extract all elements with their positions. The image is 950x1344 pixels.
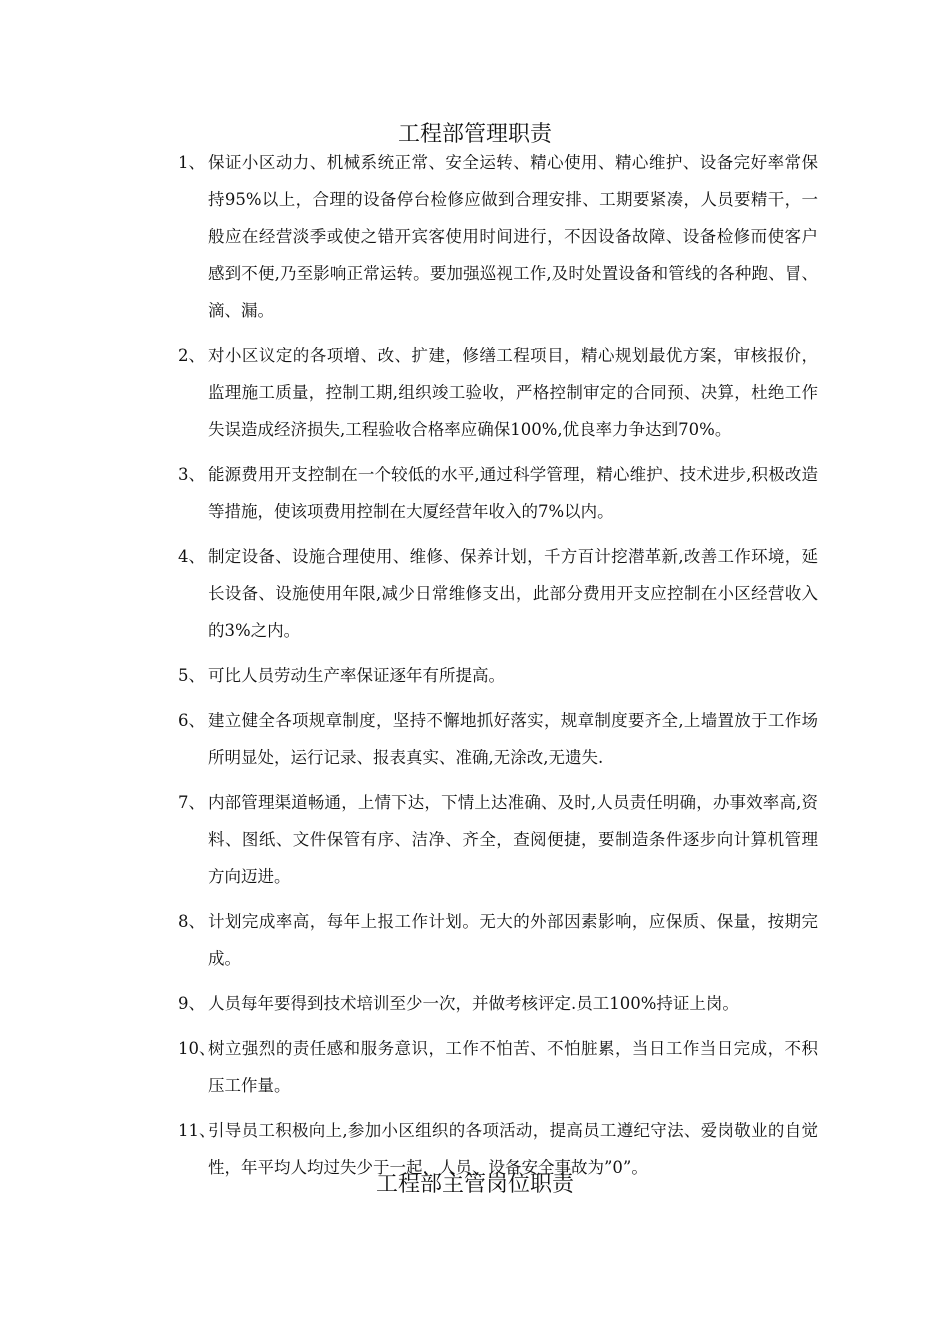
item-text: 引导员工积极向上,参加小区组织的各项活动，提高员工遵纪守法、爱岗敬业的自觉性，年平均人均过失少于一起，人员、设备安全事故为”0”。 — [208, 1121, 818, 1177]
list-item — [178, 337, 818, 448]
item-text: 能源费用开支控制在一个较低的水平,通过科学管理，精心维护、技术进步,积极改造等措施，使该项费用控制在大厦经营年收入的7%以内。 — [208, 465, 818, 521]
item-text: 可比人员劳动生产率保证逐年有所提高。 — [208, 666, 505, 685]
document-title: 工程部管理职责 — [397, 122, 552, 147]
item-text: 保证小区动力、机械系统正常、安全运转、精心使用、精心维护、设备完好率常保持95%以上，合理的设备停台检修应做到合理安排、工期要紧凑，人员要精干，一般应在经营淡季或使之错开宾客使用时间进行，不因设备故障、设备检修而使客户感到不便,乃至影响正常运转。要加强巡视工作,及时处置设备和管线的各种跑、冒、滴、漏。 — [208, 153, 818, 320]
item-text: 内部管理渠道畅通，上情下达，下情上达准确、及时,人员责任明确，办事效率高,资料、图纸、文件保管有序、洁净、齐全，查阅便捷，要制造条件逐步向计算机管理方向迈进。 — [208, 793, 818, 886]
item-number: 1、 — [178, 153, 205, 172]
item-number: 8、 — [178, 912, 205, 931]
item-text: 计划完成率高，每年上报工作计划。无大的外部因素影响，应保质、保量，按期完成。 — [208, 912, 818, 968]
list-item — [178, 538, 818, 649]
list-item — [178, 985, 818, 1022]
item-number: 7、 — [178, 793, 205, 812]
item-number: 10、 — [178, 1039, 216, 1058]
item-text: 建立健全各项规章制度，坚持不懈地抓好落实，规章制度要齐全,上墙置放于工作场所明显处，运行记录、报表真实、准确,无涂改,无遗失. — [208, 711, 818, 767]
duty-list — [178, 144, 818, 1194]
item-number: 6、 — [178, 711, 205, 730]
list-item — [178, 657, 818, 694]
item-number: 3、 — [178, 465, 205, 484]
list-item — [178, 456, 818, 530]
item-number: 9、 — [178, 994, 205, 1013]
item-text: 对小区议定的各项增、改、扩建，修缮工程项目，精心规划最优方案，审核报价，监理施工质量，控制工期,组织竣工验收，严格控制审定的合同预、决算，杜绝工作失误造成经济损失,工程验收合格率应确保100%,优良率力争达到70%。 — [208, 346, 818, 439]
item-text: 制定设备、设施合理使用、维修、保养计划，千方百计挖潜革新,改善工作环境，延长设备、设施使用年限,减少日常维修支出，此部分费用开支应控制在小区经营收入的3%之内。 — [208, 547, 818, 640]
item-text: 人员每年要得到技术培训至少一次，并做考核评定.员工100%持证上岗。 — [208, 994, 739, 1013]
item-number: 4、 — [178, 547, 205, 566]
item-number: 2、 — [178, 346, 205, 365]
list-item — [178, 1030, 818, 1104]
item-number: 5、 — [178, 666, 205, 685]
list-item — [178, 702, 818, 776]
list-item — [178, 784, 818, 895]
list-item — [178, 903, 818, 977]
section-title: 工程部主管岗位职责 — [375, 1172, 574, 1197]
item-text: 树立强烈的责任感和服务意识，工作不怕苦、不怕脏累，当日工作当日完成，不积压工作量。 — [208, 1039, 818, 1095]
item-number: 11、 — [178, 1121, 216, 1140]
list-item — [178, 144, 818, 329]
